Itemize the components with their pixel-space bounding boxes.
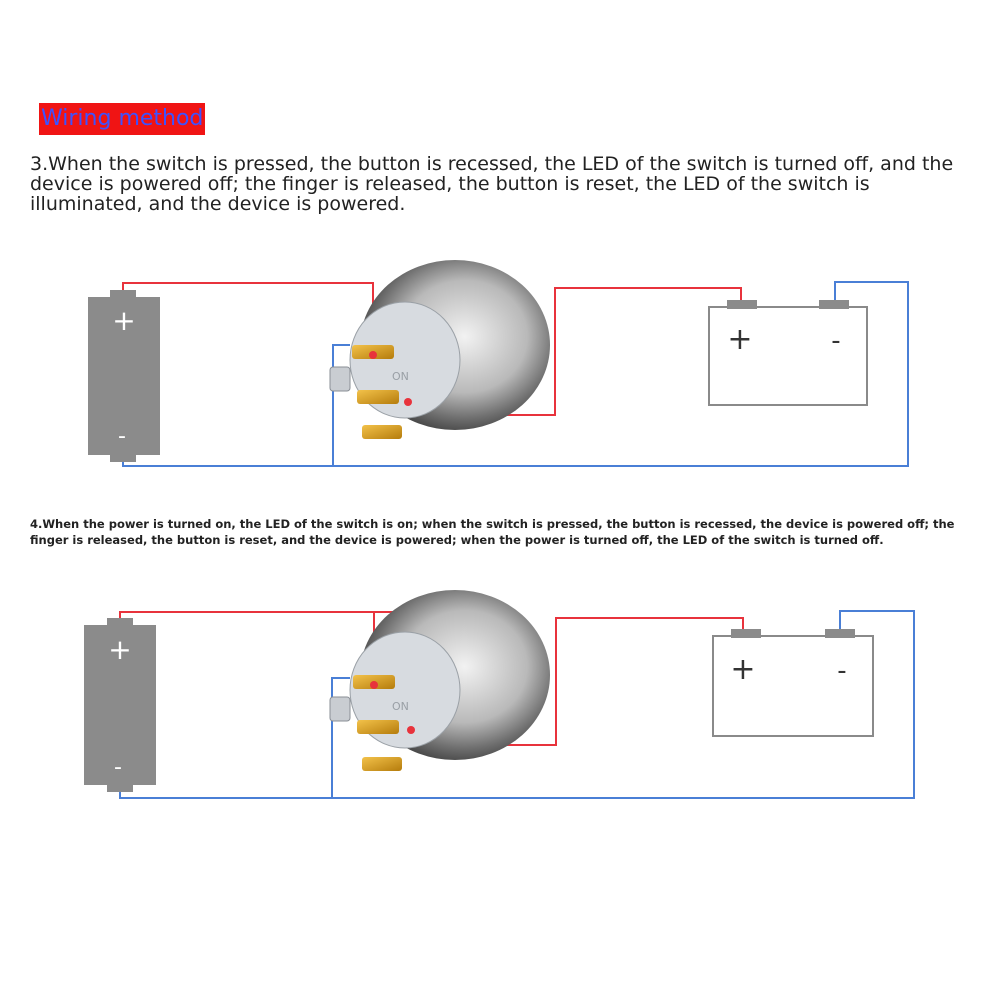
connection-dot-2 xyxy=(407,726,415,734)
device-box xyxy=(709,300,867,405)
connection-dot-1 xyxy=(369,351,377,359)
device-box xyxy=(713,629,873,736)
switch-terminal-2 xyxy=(330,367,350,391)
device-plus-sign: + xyxy=(727,322,753,357)
battery-cap-bottom xyxy=(107,782,133,792)
wiring-diagram-3 xyxy=(0,250,1000,500)
switch-terminal-3 xyxy=(357,720,399,734)
device-terminal-plus xyxy=(731,629,761,638)
positive-wire-left xyxy=(120,612,374,685)
push-button-switch xyxy=(330,260,550,439)
device-minus-sign: - xyxy=(837,656,847,686)
wiring-diagram-4-svg xyxy=(0,580,1000,830)
battery-cap-bottom xyxy=(110,452,136,462)
terminal-label-on: ON xyxy=(392,370,409,383)
device-terminal-minus xyxy=(819,300,849,309)
switch-terminal-3 xyxy=(357,390,399,404)
battery-minus-sign: - xyxy=(114,755,122,780)
step-3-description: 3.When the switch is pressed, the button is recessed, the LED of the switch is turned off, and the device is powered off; the finger is released, the button is reset, the LED of the switch is illuminated, and the device is powered. xyxy=(30,153,954,215)
switch-terminal-4 xyxy=(362,425,402,439)
battery xyxy=(88,290,160,462)
battery xyxy=(84,618,156,792)
terminal-label-on: ON xyxy=(392,700,409,713)
step-4-description: 4.When the power is turned on, the LED of the switch is on; when the switch is pressed, the button is recessed, the device is powered off; the finger is released, the button is reset, and the device is powered; when the power is turned off, the LED of the switch is turned off. xyxy=(30,517,955,547)
switch-terminal-4 xyxy=(362,757,402,771)
battery-minus-sign: - xyxy=(118,424,126,449)
connection-dot-2 xyxy=(404,398,412,406)
connection-dot-1 xyxy=(370,681,378,689)
wiring-diagram-3-svg xyxy=(0,250,1000,500)
battery-plus-sign: + xyxy=(112,304,136,337)
device-minus-sign: - xyxy=(831,326,841,356)
push-button-switch xyxy=(330,590,550,771)
device-terminal-minus xyxy=(825,629,855,638)
wiring-diagram-4 xyxy=(0,580,1000,830)
negative-wire-switch xyxy=(333,345,350,466)
wiring-method-label: Wiring method xyxy=(39,103,205,135)
battery-plus-sign: + xyxy=(108,633,132,666)
switch-terminal-2 xyxy=(330,697,350,721)
device-plus-sign: + xyxy=(730,652,756,687)
device-terminal-plus xyxy=(727,300,757,309)
negative-wire-switch xyxy=(332,678,350,798)
